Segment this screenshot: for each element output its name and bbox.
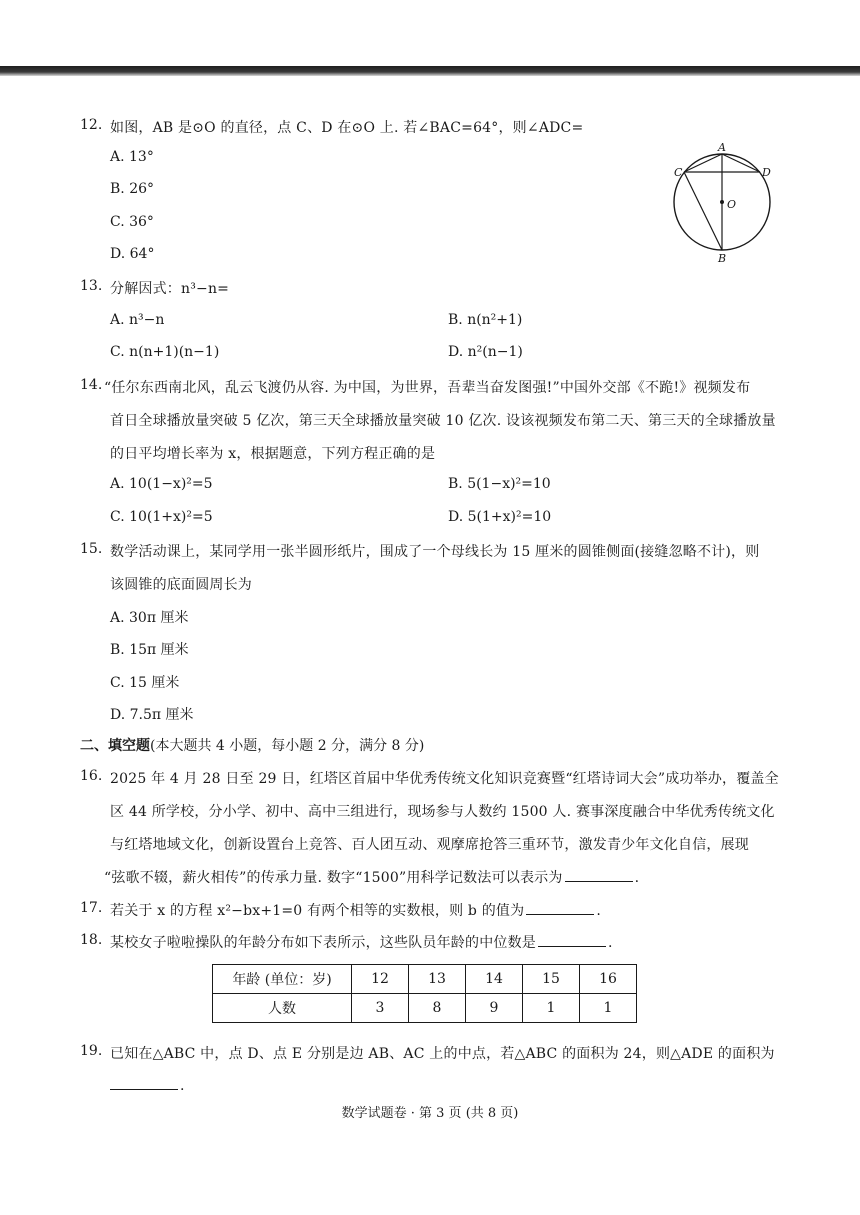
q12-option-a: A. 13° — [110, 149, 154, 165]
q13-number: 13. — [80, 278, 103, 294]
q13-stem: 分解因式：n³−n= — [110, 281, 230, 297]
q19-number: 19. — [80, 1043, 103, 1059]
table-row-counts — [213, 994, 637, 1023]
table-cell: 9 — [466, 994, 523, 1023]
q19-end: . — [180, 1078, 185, 1094]
section-2-title: 二、填空题 — [80, 738, 150, 754]
q12-option-d: D. 64° — [110, 246, 155, 262]
q15-line-2: 该圆锥的底面圆周长为 — [110, 577, 252, 593]
q12-option-b: B. 26° — [110, 181, 155, 197]
page-top-border — [0, 66, 860, 76]
label-o: O — [727, 198, 737, 211]
q16-line-3: 与红塔地域文化，创新设置台上竞答、百人团互动、观摩席抢答三重环节，激发青少年文化自信，展现 — [110, 837, 749, 853]
section-2-heading — [80, 735, 424, 755]
q12-option-c: C. 36° — [110, 214, 154, 230]
table-cell: 14 — [466, 965, 523, 994]
q14-option-c: C. 10(1+x)²=5 — [110, 509, 213, 525]
q18-line — [110, 932, 613, 952]
q18-end: . — [608, 935, 613, 951]
q18-answer-blank[interactable] — [538, 932, 606, 947]
center-point — [720, 200, 724, 204]
q17-line — [110, 900, 601, 920]
table-header-age: 年龄 (单位：岁) — [213, 965, 352, 994]
q14-option-b: B. 5(1−x)²=10 — [448, 476, 551, 492]
table-cell: 12 — [352, 965, 409, 994]
age-distribution-table — [212, 964, 637, 1023]
q13-option-c: C. n(n+1)(n−1) — [110, 344, 220, 360]
q19-text: 已知在△ABC 中，点 D、点 E 分别是边 AB、AC 上的中点，若△ABC 的面积为 24，则△ADE 的面积为 — [110, 1046, 775, 1062]
chord-ca — [684, 154, 722, 172]
table-cell: 13 — [409, 965, 466, 994]
q15-option-c: C. 15 厘米 — [110, 675, 180, 691]
q15-option-b: B. 15π 厘米 — [110, 642, 189, 658]
q14-option-a: A. 10(1−x)²=5 — [110, 476, 213, 492]
page-footer: 数学试题卷 · 第 3 页 (共 8 页) — [341, 1106, 519, 1121]
q14-line-1: “任尔东西南北风，乱云飞渡仍从容. 为中国，为世界，吾辈当奋发图强!”中国外交部《不跪!》视频发布 — [104, 380, 751, 396]
q19-answer-blank[interactable] — [110, 1075, 178, 1090]
q17-answer-blank[interactable] — [526, 900, 594, 915]
q16-answer-blank[interactable] — [565, 867, 633, 882]
q19-line-2 — [108, 1075, 185, 1094]
q15-option-a: A. 30π 厘米 — [110, 610, 189, 626]
q17-number: 17. — [80, 900, 103, 916]
label-c: C — [674, 166, 683, 179]
table-cell: 16 — [580, 965, 637, 994]
q16-line-2: 区 44 所学校，分小学、初中、高中三组进行，现场参与人数约 1500 人. 赛事深度融合中华优秀传统文化 — [110, 804, 775, 820]
label-a: A — [718, 141, 726, 154]
q15-line-1: 数学活动课上，某同学用一张半圆形纸片，围成了一个母线长为 15 厘米的圆锥侧面(接缝忽略不计)，则 — [110, 544, 760, 560]
q14-option-d: D. 5(1+x)²=10 — [448, 509, 552, 525]
q15-number: 15. — [80, 541, 103, 557]
q17-end: . — [596, 903, 601, 919]
q13-option-b: B. n(n²+1) — [448, 312, 523, 328]
q18-text: 某校女子啦啦操队的年龄分布如下表所示，这些队员年龄的中位数是 — [110, 935, 536, 951]
label-b: B — [718, 252, 727, 265]
q12-circle-diagram — [664, 138, 794, 268]
table-cell: 1 — [580, 994, 637, 1023]
q15-option-d: D. 7.5π 厘米 — [110, 707, 194, 723]
q16-number: 16. — [80, 768, 103, 784]
q12-number: 12. — [80, 117, 103, 133]
q16-end: . — [634, 870, 640, 886]
q17-text: 若关于 x 的方程 x²−bx+1=0 有两个相等的实数根，则 b 的值为 — [110, 903, 525, 919]
label-d: D — [762, 166, 771, 179]
chord-ad — [722, 154, 760, 172]
q12-stem: 如图，AB 是⊙O 的直径，点 C、D 在⊙O 上. 若∠BAC=64°，则∠ADC= — [110, 120, 584, 136]
table-cell: 3 — [352, 994, 409, 1023]
q16-line-4-wrap — [104, 867, 639, 887]
section-2-description: (本大题共 4 小题，每小题 2 分，满分 8 分) — [150, 738, 425, 754]
q16-line-4: “弦歌不辍，薪火相传”的传承力量. 数字“1500”用科学记数法可以表示为 — [104, 870, 563, 886]
table-cell: 1 — [523, 994, 580, 1023]
q13-option-d: D. n²(n−1) — [448, 344, 523, 360]
q16-line-1: 2025 年 4 月 28 日至 29 日，红塔区首届中华优秀传统文化知识竞赛暨“红塔诗词大会”成功举办，覆盖全 — [110, 771, 779, 787]
table-header-count: 人数 — [213, 994, 352, 1023]
table-row-ages — [213, 965, 637, 994]
q18-number: 18. — [80, 932, 103, 948]
q14-line-3: 的日平均增长率为 x，根据题意，下列方程正确的是 — [110, 446, 436, 462]
q14-line-2: 首日全球播放量突破 5 亿次，第三天全球播放量突破 10 亿次. 设该视频发布第二天、第三天的全球播放量 — [110, 413, 776, 429]
table-cell: 15 — [523, 965, 580, 994]
table-cell: 8 — [409, 994, 466, 1023]
q13-option-a: A. n³−n — [110, 312, 165, 328]
q14-number: 14. — [80, 377, 103, 393]
